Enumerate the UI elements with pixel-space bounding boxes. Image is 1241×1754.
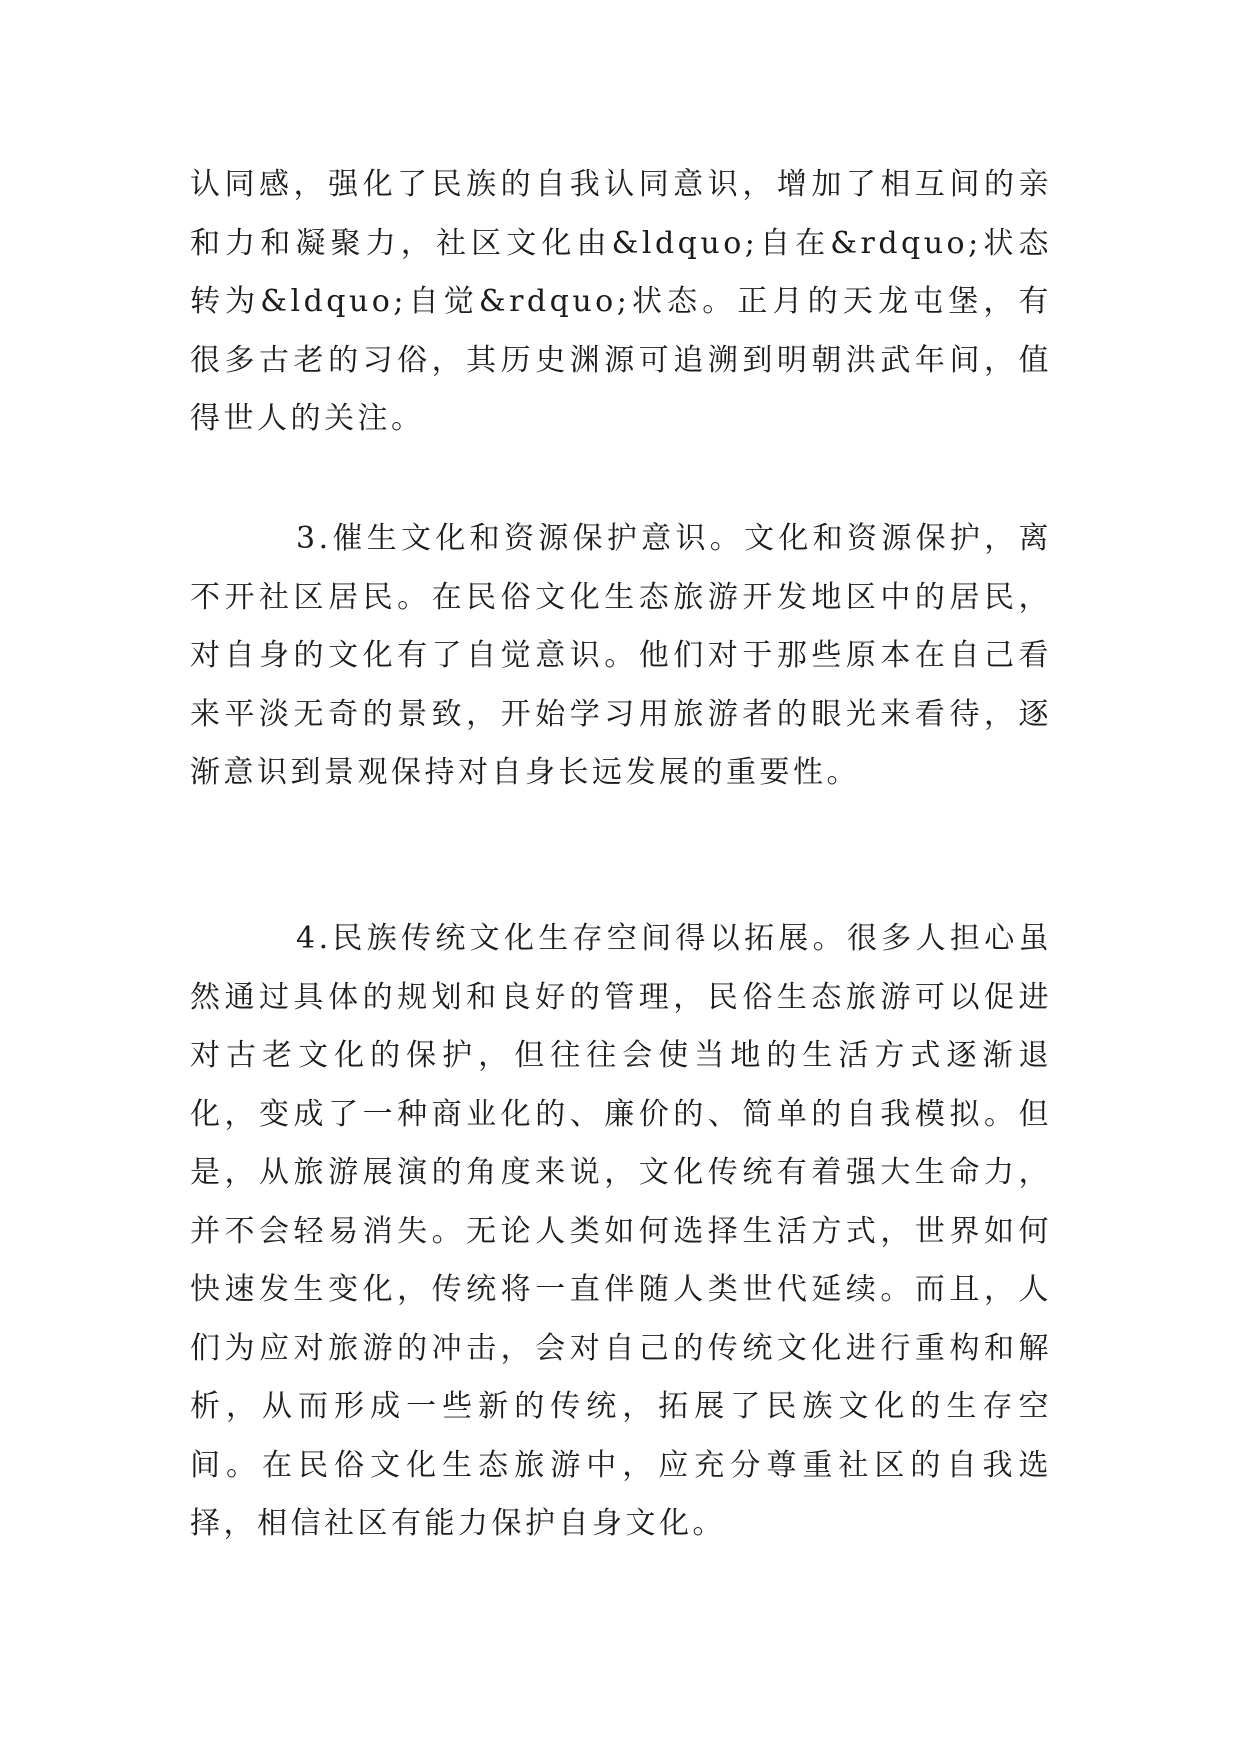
paragraph-cultural-space: 4.民族传统文化生存空间得以拓展。很多人担心虽然通过具体的规划和良好的管理，民俗生态旅游可以促进对古老文化的保护，但往往会使当地的生活方式逐渐退化，变成了一种商业化的、廉价的、简单的自我模拟。但是，从旅游展演的角度来说，文化传统有着强大生命力，并不会轻易消失。无论人类如何选择生活方式，世界如何快速发生变化，传统将一直伴随人类世代延续。而且，人们为应对旅游的冲击，会对自己的传统文化进行重构和解析，从而形成一些新的传统，拓展了民族文化的生存空间。在民俗文化生态旅游中，应充分尊重社区的自我选择，相信社区有能力保护自身文化。 xyxy=(190,921,1052,1541)
paragraph-resource-protection: 3.催生文化和资源保护意识。文化和资源保护，离不开社区居民。在民俗文化生态旅游开发地区中的居民，对自身的文化有了自觉意识。他们对于那些原本在自己看来平淡无奇的景致，开始学习用旅游者的眼光来看待，逐渐意识到景观保持对自身长远发展的重要性。 xyxy=(190,521,1052,790)
paragraph-community-identity: 认同感，强化了民族的自我认同意识，增加了相互间的亲和力和凝聚力，社区文化由&ldquo;自在&rdquo;状态转为&ldquo;自觉&rdquo;状态。正月的天龙屯堡，有很多古老的习俗，其历史渊源可追溯到明朝洪武年间，值得世人的关注。 xyxy=(190,167,1052,436)
